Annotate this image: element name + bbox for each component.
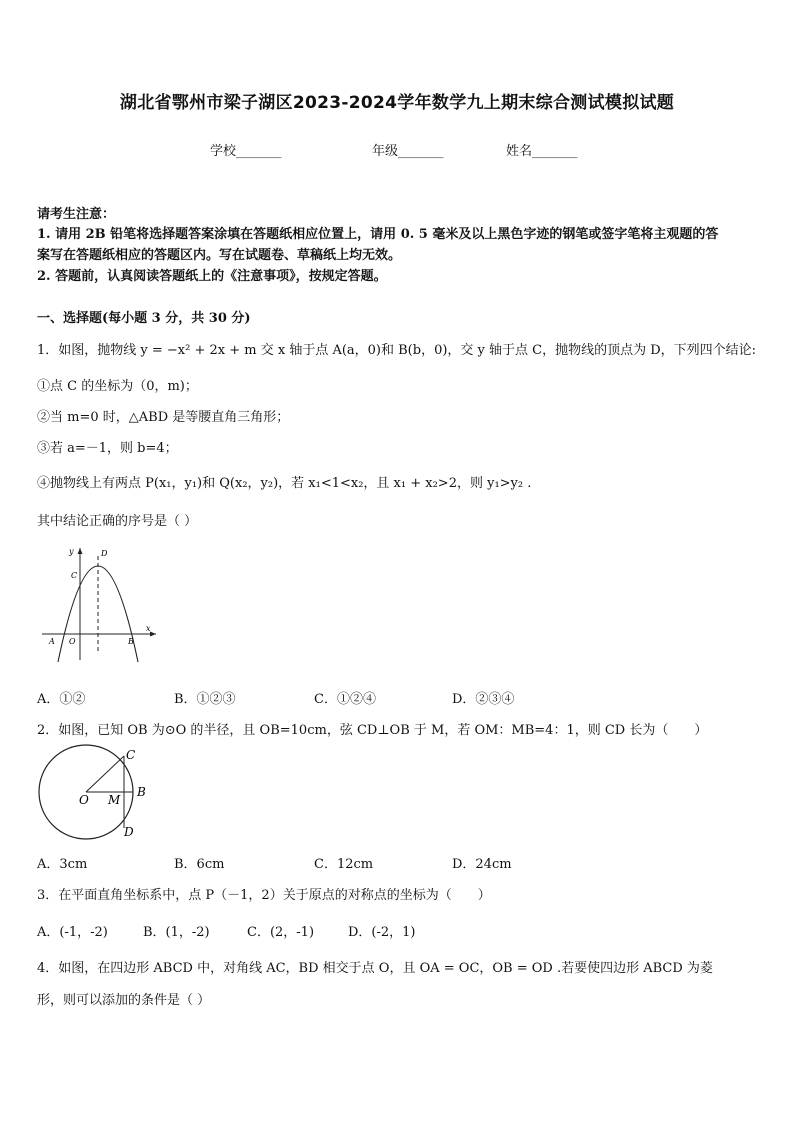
label-y: y — [69, 547, 74, 556]
label-D: D — [124, 825, 134, 839]
q3-option-d[interactable]: D．(-2，1) — [348, 925, 416, 940]
q2-circle-figure — [36, 744, 156, 844]
q1-conclusion-2: ②当 m=0 时，△ABD 是等腰直角三角形； — [37, 410, 290, 425]
q2-option-b[interactable]: B．6cm — [174, 857, 225, 872]
q3-option-c[interactable]: C．(2，-1) — [247, 925, 315, 940]
label-D: D — [101, 549, 108, 558]
y-axis-arrow — [78, 548, 83, 554]
q3-option-a[interactable]: A．(-1，-2) — [37, 925, 108, 940]
q2-option-c[interactable]: C．12cm — [314, 857, 374, 872]
label-O: O — [69, 637, 76, 646]
q2-stem: 2．如图，已知 OB 为⊙O 的半径，且 OB=10cm，弦 CD⊥OB 于 M，若 OM：MB=4：1，则 CD 长为（ ） — [37, 723, 708, 738]
label-O: O — [79, 793, 89, 807]
q1-conclusion-1: ①点 C 的坐标为（0，m)； — [37, 379, 198, 394]
notice-heading: 请考生注意： — [37, 207, 116, 222]
segment-oc — [86, 756, 124, 792]
q3-stem: 3．在平面直角坐标系中，点 P（－1，2）关于原点的对称点的坐标为（ ） — [37, 888, 491, 903]
label-C: C — [126, 748, 136, 762]
grade-field[interactable]: 年级_______ — [372, 144, 444, 159]
notice-item-1-line-2: 案写在答题纸相应的答题区内。写在试题卷、草稿纸上均无效。 — [37, 248, 402, 263]
q1-parabola-figure — [36, 540, 166, 665]
name-field[interactable]: 姓名_______ — [506, 144, 578, 159]
school-field[interactable]: 学校_______ — [210, 144, 282, 159]
x-axis-arrow — [150, 632, 156, 637]
q1-option-b[interactable]: B．①②③ — [174, 692, 236, 707]
label-M: M — [108, 793, 121, 807]
q1-conclusion-4: ④抛物线上有两点 P(x₁，y₁)和 Q(x₂，y₂)，若 x₁<1<x₂，且 x₁ + x₂>2，则 y₁>y₂ . — [37, 476, 532, 491]
page-title: 湖北省鄂州市梁子湖区2023-2024学年数学九上期末综合测试模拟试题 — [119, 93, 675, 113]
q4-stem-line-1: 4．如图，在四边形 ABCD 中，对角线 AC，BD 相交于点 O，且 OA = OC，OB = OD .若要使四边形 ABCD 为菱 — [37, 961, 713, 976]
label-B: B — [137, 785, 146, 799]
label-B: B — [128, 637, 134, 646]
q1-option-c[interactable]: C．①②④ — [314, 692, 376, 707]
q1-stem: 1．如图，抛物线 y = −x² + 2x + m 交 x 轴于点 A(a，0)和 B(b，0)，交 y 轴于点 C，抛物线的顶点为 D，下列四个结论: — [37, 343, 757, 358]
q1-option-a[interactable]: A．①② — [37, 692, 86, 707]
notice-item-2: 2. 答题前，认真阅读答题纸上的《注意事项》，按规定答题。 — [37, 269, 387, 284]
label-A: A — [49, 637, 55, 646]
q1-question: 其中结论正确的序号是（ ） — [37, 514, 198, 529]
label-x: x — [146, 624, 151, 633]
section-heading: 一、选择题(每小题 3 分，共 30 分) — [37, 311, 251, 326]
q1-conclusion-3: ③若 a=－1，则 b=4； — [37, 441, 178, 456]
q1-option-d[interactable]: D．②③④ — [452, 692, 515, 707]
q2-option-a[interactable]: A．3cm — [37, 857, 88, 872]
q4-stem-line-2: 形，则可以添加的条件是（ ） — [37, 993, 211, 1008]
q3-option-b[interactable]: B．(1，-2) — [143, 925, 210, 940]
q2-option-d[interactable]: D．24cm — [452, 857, 512, 872]
label-C: C — [71, 571, 78, 580]
notice-item-1-line-1: 1. 请用 2B 铅笔将选择题答案涂填在答题纸相应位置上，请用 0. 5 毫米及以上黑色字迹的钢笔或签字笔将主观题的答 — [37, 227, 719, 242]
